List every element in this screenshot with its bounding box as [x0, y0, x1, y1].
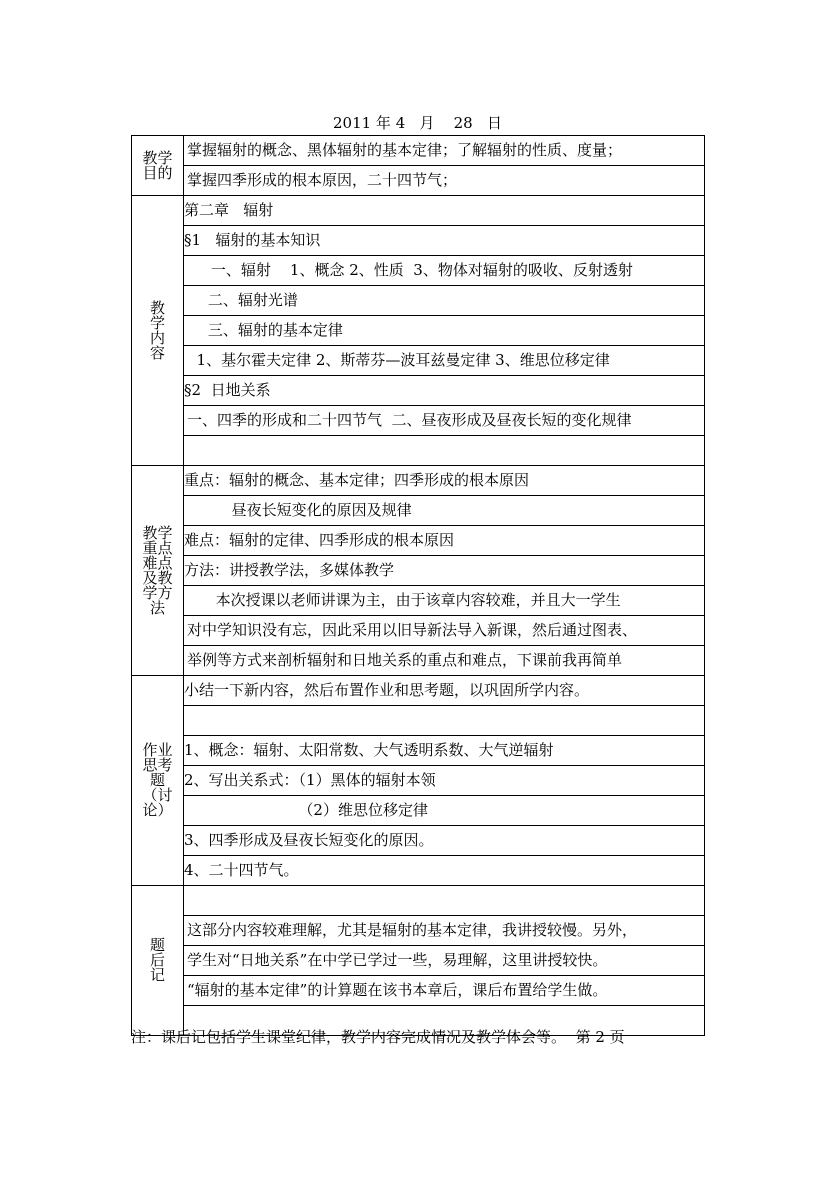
content-line-4: 二、辐射光谱 — [184, 286, 705, 316]
table-row — [132, 496, 705, 526]
methods-line-5: 本次授课以老师讲课为主，由于该章内容较难，并且大一学生 — [184, 586, 705, 616]
content-line-3: 一、辐射 1、概念 2、性质 3、物体对辐射的吸收、反射透射 — [184, 256, 705, 286]
content-line-5: 三、辐射的基本定律 — [184, 316, 705, 346]
table-row — [132, 706, 705, 736]
objectives-label: 教学 目的 — [132, 136, 184, 196]
methods-line-7: 举例等方式来剖析辐射和日地关系的重点和难点，下课前我再简单 — [184, 646, 705, 676]
objectives-line-2: 掌握四季形成的根本原因，二十四节气； — [184, 166, 705, 196]
methods-line-1: 重点：辐射的概念、基本定律；四季形成的根本原因 — [184, 466, 705, 496]
table-row — [132, 616, 705, 646]
table-row — [132, 166, 705, 196]
table-row — [132, 376, 705, 406]
table-row — [132, 646, 705, 676]
objectives-line-1: 掌握辐射的概念、黑体辐射的基本定律；了解辐射的性质、度量； — [184, 136, 705, 166]
reflection-label: 题 后 记 — [132, 886, 184, 1036]
table-row — [132, 196, 705, 226]
homework-line-3: 1、概念：辐射、太阳常数、大气透明系数、大气逆辐射 — [184, 736, 705, 766]
page-number: 第 2 页 — [575, 1028, 625, 1046]
content-line-7: §2 日地关系 — [184, 376, 705, 406]
content-line-8: 一、四季的形成和二十四节气 二、昼夜形成及昼夜长短的变化规律 — [184, 406, 705, 436]
table-row — [132, 256, 705, 286]
table-row — [132, 766, 705, 796]
methods-line-2: 昼夜长短变化的原因及规律 — [184, 496, 705, 526]
methods-line-6: 对中学知识没有忘，因此采用以旧导新法导入新课，然后通过图表、 — [184, 616, 705, 646]
table-row — [132, 286, 705, 316]
content-line-1: 第二章 辐射 — [184, 196, 705, 226]
table-row — [132, 316, 705, 346]
table-row — [132, 826, 705, 856]
table-row — [132, 556, 705, 586]
homework-line-5: （2）维思位移定律 — [184, 796, 705, 826]
homework-line-7: 4、二十四节气。 — [184, 856, 705, 886]
methods-line-4: 方法：讲授教学法，多媒体教学 — [184, 556, 705, 586]
methods-label: 教学 重点 难点 及教 学方 法 — [132, 466, 184, 676]
table-row — [132, 436, 705, 466]
table-row — [132, 226, 705, 256]
table-row — [132, 586, 705, 616]
lesson-date: 2011 年 4 月 28 日 — [332, 114, 503, 132]
homework-label: 作业 思考 题 （讨 论） — [132, 676, 184, 886]
reflection-line-1 — [184, 886, 705, 916]
table-row — [132, 736, 705, 766]
homework-line-2 — [184, 706, 705, 736]
lesson-plan-table — [131, 135, 705, 1036]
homework-line-1: 小结一下新内容，然后布置作业和思考题，以巩固所学内容。 — [184, 676, 705, 706]
table-row — [132, 526, 705, 556]
reflection-line-3: 学生对“日地关系”在中学已学过一些，易理解，这里讲授较快。 — [184, 946, 705, 976]
content-line-9 — [184, 436, 705, 466]
reflection-line-4: “辐射的基本定律”的计算题在该书本章后，课后布置给学生做。 — [184, 976, 705, 1006]
table-row — [132, 976, 705, 1006]
table-row — [132, 796, 705, 826]
table-row — [132, 346, 705, 376]
homework-line-6: 3、四季形成及昼夜长短变化的原因。 — [184, 826, 705, 856]
homework-line-4: 2、写出关系式：（1）黑体的辐射本领 — [184, 766, 705, 796]
table-row — [132, 946, 705, 976]
table-row — [132, 676, 705, 706]
table-row — [132, 916, 705, 946]
content-label: 教 学 内 容 — [132, 196, 184, 466]
table-row — [132, 406, 705, 436]
methods-line-3: 难点：辐射的定律、四季形成的根本原因 — [184, 526, 705, 556]
table-row — [132, 856, 705, 886]
table-row — [132, 886, 705, 916]
table-row — [132, 466, 705, 496]
table-row — [132, 136, 705, 166]
content-line-2: §1 辐射的基本知识 — [184, 226, 705, 256]
footnote — [131, 1026, 625, 1047]
reflection-line-2: 这部分内容较难理解，尤其是辐射的基本定律，我讲授较慢。另外， — [184, 916, 705, 946]
content-line-6: 1、基尔霍夫定律 2、斯蒂芬—波耳兹曼定律 3、维思位移定律 — [184, 346, 705, 376]
footnote-text: 注：课后记包括学生课堂纪律，教学内容完成情况及教学体会等。 — [131, 1028, 567, 1046]
